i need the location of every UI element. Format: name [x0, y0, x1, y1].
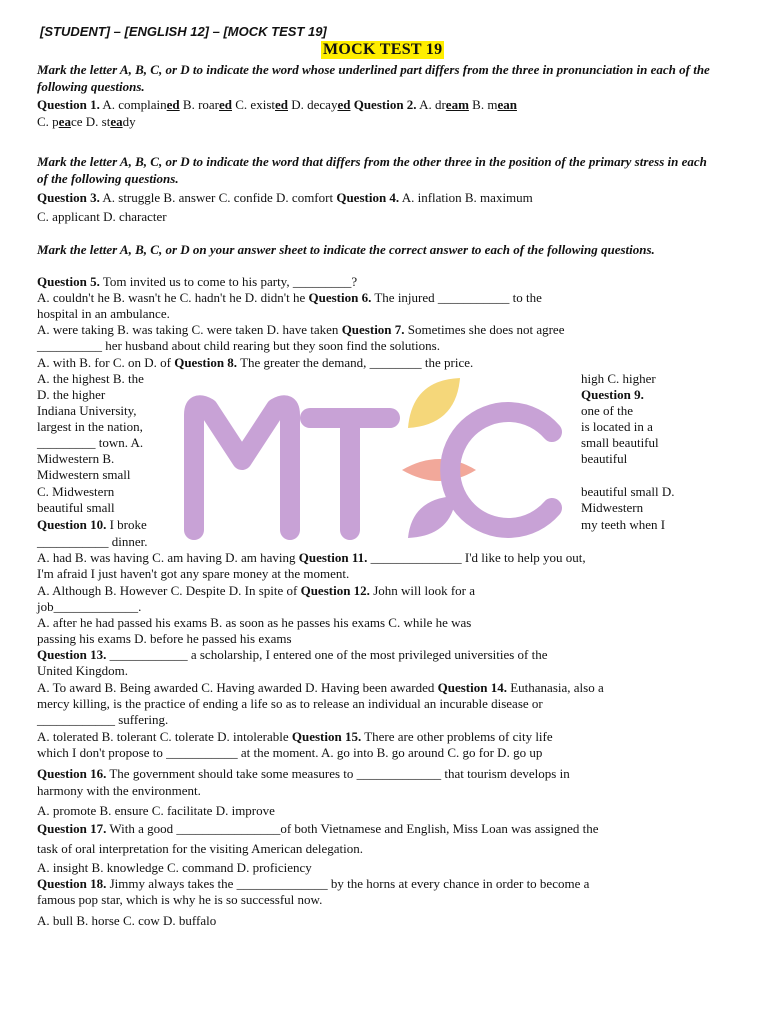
left-col-line: beautiful small [37, 500, 115, 515]
answers-13-question-14: A. To award B. Being awarded C. Having awarded D. Having been awarded Question 14. Euthanasia, also a [37, 680, 604, 695]
mtec-watermark-logo [150, 370, 570, 540]
instruction-stress: Mark the letter A, B, C, or D to indicate the word that differs from the other three in the position of the primary stress in each of the following questions. [37, 154, 707, 186]
answers-12-b: passing his exams D. before he passed his exams [37, 631, 292, 646]
question-16-cont: harmony with the environment. [37, 783, 201, 798]
question-4-options: C. applicant D. character [37, 209, 167, 224]
question-15-cont: which I don't propose to ___________ at the moment. A. go into B. go around C. go for D. go up [37, 745, 543, 760]
right-col-line: is located in a [581, 419, 653, 434]
question-label: Question 2. [353, 97, 417, 112]
question-12-cont: job_____________. [37, 599, 142, 614]
question-3-4: Question 3. A. struggle B. answer C. confide D. comfort Question 4. A. inflation B. maximum [37, 190, 533, 205]
document-header: [STUDENT] – [ENGLISH 12] – [MOCK TEST 19] [40, 24, 327, 39]
question-label: Question 1. [37, 97, 100, 112]
question-11-cont: I'm afraid I just haven't got any spare money at the moment. [37, 566, 350, 581]
question-7-cont: __________ her husband about child rearing but they soon find the solutions. [37, 338, 440, 353]
right-col-line: one of the [581, 403, 633, 418]
left-col-line: Midwestern B. [37, 451, 115, 466]
answers-18: A. bull B. horse C. cow D. buffalo [37, 913, 217, 928]
question-10: Question 10. I broke [37, 517, 147, 532]
page-title: MOCK TEST 19 [323, 41, 443, 58]
answers-10-question-11: A. had B. was having C. am having D. am having Question 11. ______________ I'd like to help you out, [37, 550, 586, 565]
question-10-right: my teeth when I [581, 517, 666, 532]
answers-17: A. insight B. knowledge C. command D. proficiency [37, 860, 312, 875]
right-col-line: beautiful small D. [581, 484, 675, 499]
left-col-line: largest in the nation, [37, 419, 143, 434]
left-col-line: Midwestern small [37, 467, 131, 482]
left-col-line: A. the highest B. the [37, 371, 144, 386]
question-18: Question 18. Jimmy always takes the ______________ by the horns at every chance in order to become a [37, 876, 590, 891]
question-16: Question 16. The government should take some measures to _____________ that tourism develops in [37, 766, 570, 781]
left-col-line: _________ town. A. [37, 435, 144, 450]
question-6-cont: hospital in an ambulance. [37, 306, 170, 321]
left-col-line: D. the higher [37, 387, 106, 402]
question-2-options: C. peace D. steady [37, 114, 136, 129]
question-18-cont: famous pop star, which is why he is so successful now. [37, 892, 323, 907]
question-14-cont: mercy killing, is the practice of ending a life so as to release an individual an incurable disease or [37, 696, 543, 711]
right-col-line: beautiful [581, 451, 628, 466]
right-col-line: Midwestern [581, 500, 644, 515]
right-col-line: Question 9. [581, 387, 644, 402]
watermark-text: MTEC [150, 370, 153, 371]
answers-6-question-7: A. were taking B. was taking C. were taken D. have taken Question 7. Sometimes she does not agree [37, 322, 565, 337]
question-14-cont2: ____________ suffering. [37, 712, 169, 727]
answers-5-question-6: A. couldn't he B. wasn't he C. hadn't he D. didn't he Question 6. The injured ___________ to the [37, 290, 542, 305]
answers-12-a: A. after he had passed his exams B. as soon as he passes his exams C. while he was [37, 615, 472, 630]
question-10-cont: ___________ dinner. [37, 534, 148, 549]
right-col-line: small beautiful [581, 435, 659, 450]
answers-7-question-8: A. with B. for C. on D. of Question 8. The greater the demand, ________ the price. [37, 355, 474, 370]
instruction-pronunciation: Mark the letter A, B, C, or D to indicate the word whose underlined part differs from the three in pronunciation in each of the following questions. [37, 62, 710, 94]
question-17-cont: task of oral interpretation for the visiting American delegation. [37, 841, 363, 856]
answers-14-question-15: A. tolerated B. tolerant C. tolerate D. intolerable Question 15. There are other problems of city life [37, 729, 553, 744]
instruction-answer: Mark the letter A, B, C, or D on your answer sheet to indicate the correct answer to each of the following questions. [37, 242, 655, 257]
question-1-2: Question 1. A. complained B. roared C. existed D. decayed Question 2. A. dream B. mean [37, 97, 517, 112]
left-col-line: Indiana University, [37, 403, 137, 418]
question-17: Question 17. With a good ________________of both Vietnamese and English, Miss Loan was assigned the [37, 821, 599, 836]
answers-11-question-12: A. Although B. However C. Despite D. In spite of Question 12. John will look for a [37, 583, 476, 598]
answers-16: A. promote B. ensure C. facilitate D. improve [37, 803, 275, 818]
left-col-line: C. Midwestern [37, 484, 115, 499]
right-col-line: high C. higher [581, 371, 656, 386]
question-13: Question 13. ____________ a scholarship, I entered one of the most privileged universities of the [37, 647, 548, 662]
question-5: Question 5. Tom invited us to come to his party, _________? [37, 274, 358, 289]
question-13-cont: United Kingdom. [37, 663, 128, 678]
